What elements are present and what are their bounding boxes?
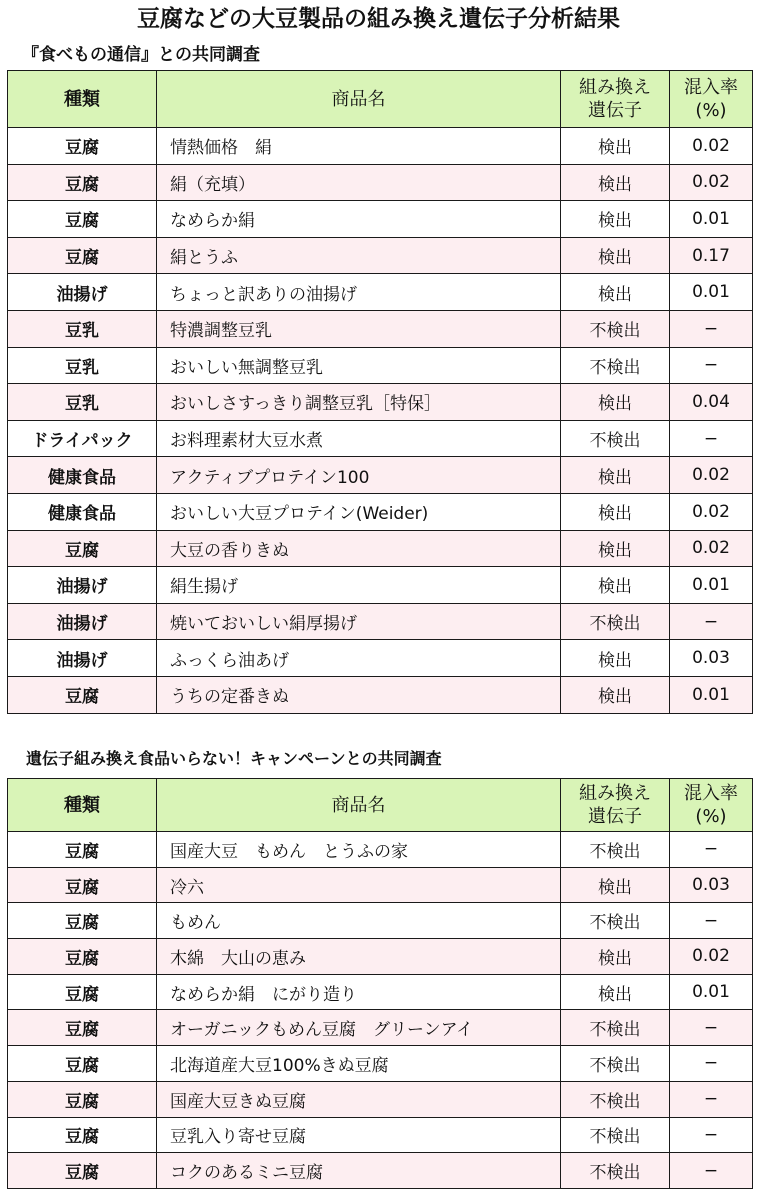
gmo-result-cell: 検出 — [561, 201, 670, 238]
product-name-cell: 国産大豆きぬ豆腐 — [157, 1081, 561, 1117]
rate-cell: 0.02 — [670, 493, 753, 530]
kind-cell: 豆腐 — [8, 903, 157, 939]
rate-cell: 0.02 — [670, 530, 753, 567]
gmo-result-cell: 不検出 — [561, 1153, 670, 1189]
header-gmo-label: 組み換え 遺伝子 — [579, 77, 651, 121]
product-name-cell: 冷六 — [157, 867, 561, 903]
table-row — [8, 384, 753, 421]
gmo-result-cell: 検出 — [561, 128, 670, 165]
kind-cell: 豆腐 — [8, 1153, 157, 1189]
gmo-result-cell: 不検出 — [561, 310, 670, 347]
rate-cell: 0.03 — [670, 640, 753, 677]
header-gmo — [561, 71, 670, 128]
kind-cell: 豆乳 — [8, 347, 157, 384]
kind-cell: 豆腐 — [8, 530, 157, 567]
gmo-result-cell: 検出 — [561, 676, 670, 713]
product-name-cell: おいしい大豆プロテイン(Weider) — [157, 493, 561, 530]
product-name-cell: 特濃調整豆乳 — [157, 310, 561, 347]
kind-cell: ドライパック — [8, 420, 157, 457]
product-name-cell: オーガニックもめん豆腐 グリーンアイ — [157, 1010, 561, 1046]
product-name-cell: ちょっと訳ありの油揚げ — [157, 274, 561, 311]
header-product-name: 商品名 — [157, 71, 561, 128]
product-name-cell: 絹生揚げ — [157, 567, 561, 604]
kind-cell: 油揚げ — [8, 274, 157, 311]
header-product-name: 商品名 — [157, 779, 561, 832]
section1-rows — [8, 128, 753, 714]
header-rate-label: 混入率 (%) — [684, 783, 738, 827]
kind-cell: 油揚げ — [8, 603, 157, 640]
rate-cell: 0.01 — [670, 676, 753, 713]
table-row — [8, 530, 753, 567]
table-row — [8, 603, 753, 640]
gmo-result-cell: 不検出 — [561, 1117, 670, 1153]
kind-cell: 豆腐 — [8, 164, 157, 201]
kind-cell: 豆腐 — [8, 939, 157, 975]
kind-cell: 豆乳 — [8, 310, 157, 347]
rate-cell: 0.02 — [670, 164, 753, 201]
kind-cell: 豆腐 — [8, 1117, 157, 1153]
gmo-result-cell: 不検出 — [561, 603, 670, 640]
kind-cell: 豆腐 — [8, 201, 157, 238]
gmo-result-cell: 検出 — [561, 640, 670, 677]
rate-cell: − — [670, 310, 753, 347]
gmo-result-cell: 検出 — [561, 974, 670, 1010]
product-name-cell: 大豆の香りきぬ — [157, 530, 561, 567]
rate-cell: − — [670, 903, 753, 939]
section1-heading: 『食べもの通信』との共同調査 — [22, 45, 260, 65]
kind-cell: 豆腐 — [8, 676, 157, 713]
rate-cell: 0.02 — [670, 128, 753, 165]
gmo-result-cell: 不検出 — [561, 1010, 670, 1046]
gmo-result-cell: 検出 — [561, 867, 670, 903]
table-row — [8, 832, 753, 868]
rate-cell: 0.01 — [670, 974, 753, 1010]
gmo-result-cell: 不検出 — [561, 903, 670, 939]
gmo-result-cell: 不検出 — [561, 347, 670, 384]
gmo-result-cell: 検出 — [561, 384, 670, 421]
product-name-cell: 焼いておいしい絹厚揚げ — [157, 603, 561, 640]
rate-cell: 0.01 — [670, 567, 753, 604]
kind-cell: 豆腐 — [8, 1010, 157, 1046]
product-name-cell: おいしい無調整豆乳 — [157, 347, 561, 384]
kind-cell: 豆腐 — [8, 867, 157, 903]
table-row — [8, 493, 753, 530]
gmo-result-cell: 検出 — [561, 939, 670, 975]
rate-cell: − — [670, 1153, 753, 1189]
rate-cell: 0.02 — [670, 457, 753, 494]
gmo-result-cell: 検出 — [561, 164, 670, 201]
table-row — [8, 676, 753, 713]
table-row — [8, 128, 753, 165]
table-row — [8, 974, 753, 1010]
kind-cell: 豆腐 — [8, 974, 157, 1010]
kind-cell: 豆乳 — [8, 384, 157, 421]
product-name-cell: アクティブプロテイン100 — [157, 457, 561, 494]
kind-cell: 豆腐 — [8, 832, 157, 868]
product-name-cell: 国産大豆 もめん とうふの家 — [157, 832, 561, 868]
rate-cell: 0.01 — [670, 201, 753, 238]
header-kind: 種類 — [8, 71, 157, 128]
table-row — [8, 1046, 753, 1082]
table-row — [8, 237, 753, 274]
header-gmo-label: 組み換え 遺伝子 — [579, 783, 651, 827]
table-row — [8, 420, 753, 457]
table-row — [8, 867, 753, 903]
product-name-cell: 北海道産大豆100%きぬ豆腐 — [157, 1046, 561, 1082]
gmo-result-cell: 検出 — [561, 457, 670, 494]
product-name-cell: なめらか絹 — [157, 201, 561, 238]
rate-cell: − — [670, 1081, 753, 1117]
kind-cell: 豆腐 — [8, 237, 157, 274]
gmo-result-cell: 不検出 — [561, 420, 670, 457]
rate-cell: 0.03 — [670, 867, 753, 903]
kind-cell: 油揚げ — [8, 567, 157, 604]
rate-cell: 0.04 — [670, 384, 753, 421]
product-name-cell: お料理素材大豆水煮 — [157, 420, 561, 457]
product-name-cell: コクのあるミニ豆腐 — [157, 1153, 561, 1189]
rate-cell: 0.02 — [670, 939, 753, 975]
gmo-result-cell: 検出 — [561, 493, 670, 530]
table-row — [8, 1081, 753, 1117]
product-name-cell: うちの定番きぬ — [157, 676, 561, 713]
product-name-cell: 豆乳入り寄せ豆腐 — [157, 1117, 561, 1153]
product-name-cell: 情熱価格 絹 — [157, 128, 561, 165]
header-kind: 種類 — [8, 779, 157, 832]
gmo-result-cell: 検出 — [561, 567, 670, 604]
header-rate — [670, 71, 753, 128]
header-rate-label: 混入率 (%) — [684, 77, 738, 121]
table-row — [8, 640, 753, 677]
product-name-cell: 木綿 大山の恵み — [157, 939, 561, 975]
section2-table — [7, 778, 753, 1189]
gmo-result-cell: 不検出 — [561, 1046, 670, 1082]
header-rate — [670, 779, 753, 832]
kind-cell: 豆腐 — [8, 1081, 157, 1117]
product-name-cell: なめらか絹 にがり造り — [157, 974, 561, 1010]
kind-cell: 豆腐 — [8, 128, 157, 165]
table-row — [8, 347, 753, 384]
table-row — [8, 164, 753, 201]
product-name-cell: 絹とうふ — [157, 237, 561, 274]
kind-cell: 豆腐 — [8, 1046, 157, 1082]
table-row — [8, 1010, 753, 1046]
table-row — [8, 567, 753, 604]
table-row — [8, 939, 753, 975]
gmo-result-cell: 不検出 — [561, 832, 670, 868]
table-row — [8, 201, 753, 238]
section2-rows — [8, 832, 753, 1189]
rate-cell: − — [670, 1010, 753, 1046]
product-name-cell: もめん — [157, 903, 561, 939]
table-row — [8, 1117, 753, 1153]
section2-heading: 遺伝子組み換え食品いらない！キャンペーンとの共同調査 — [26, 749, 442, 768]
header-gmo — [561, 779, 670, 832]
table-header-row — [8, 71, 753, 128]
page-title: 豆腐などの大豆製品の組み換え遺伝子分析結果 — [137, 6, 620, 32]
kind-cell: 健康食品 — [8, 493, 157, 530]
gmo-result-cell: 検出 — [561, 530, 670, 567]
table-row — [8, 310, 753, 347]
table-row — [8, 274, 753, 311]
rate-cell: − — [670, 1046, 753, 1082]
rate-cell: − — [670, 1117, 753, 1153]
gmo-result-cell: 検出 — [561, 237, 670, 274]
table-row — [8, 1153, 753, 1189]
rate-cell: − — [670, 420, 753, 457]
gmo-result-cell: 検出 — [561, 274, 670, 311]
table-header-row — [8, 779, 753, 832]
product-name-cell: ふっくら油あげ — [157, 640, 561, 677]
rate-cell: − — [670, 832, 753, 868]
kind-cell: 健康食品 — [8, 457, 157, 494]
table-row — [8, 457, 753, 494]
product-name-cell: おいしさすっきり調整豆乳［特保］ — [157, 384, 561, 421]
gmo-result-cell: 不検出 — [561, 1081, 670, 1117]
rate-cell: 0.17 — [670, 237, 753, 274]
rate-cell: 0.01 — [670, 274, 753, 311]
rate-cell: − — [670, 347, 753, 384]
product-name-cell: 絹（充填） — [157, 164, 561, 201]
table-row — [8, 903, 753, 939]
section1-table — [7, 70, 753, 714]
kind-cell: 油揚げ — [8, 640, 157, 677]
rate-cell: − — [670, 603, 753, 640]
